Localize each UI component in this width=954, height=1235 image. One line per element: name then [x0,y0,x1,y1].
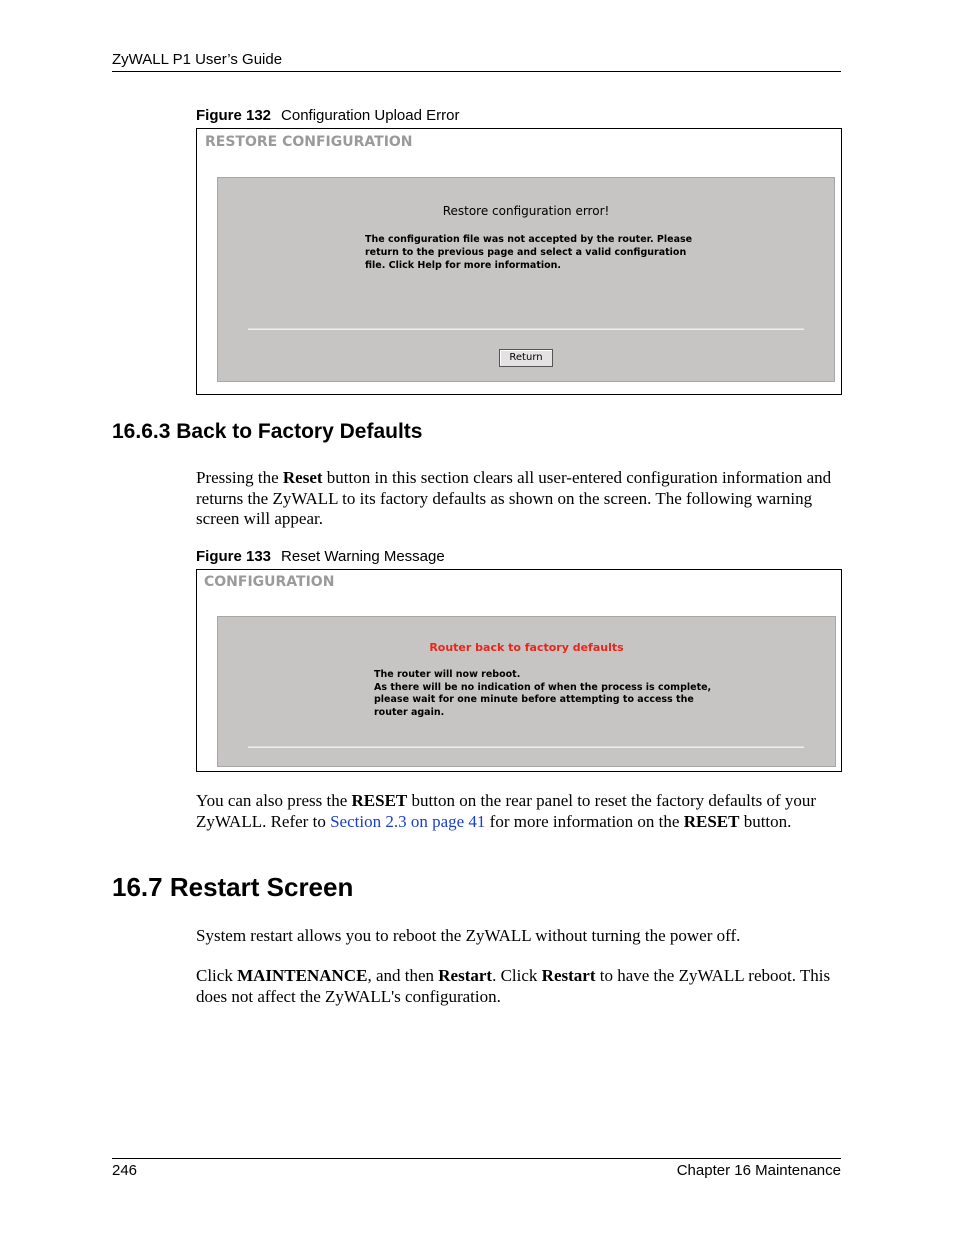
figure-label: Figure 133 [196,548,272,565]
dialog-title: Restore configuration error! [442,204,610,218]
running-header: ZyWALL P1 User’s Guide [112,51,283,68]
message-line: The router will now reboot. [374,669,521,680]
panel-divider [248,328,804,330]
message-line: return to the previous page and select a valid configuration [365,247,687,258]
panel-divider [248,746,804,748]
paragraph: Click MAINTENANCE, and then Restart. Click Restart to have the ZyWALL reboot. This does not affect the ZyWALL's configuration. [196,966,831,1006]
header-rule [112,71,841,72]
message-line: router again. [374,706,445,718]
section-link[interactable]: Section 2.3 on page 41 [330,811,486,831]
screen-title: CONFIGURATION [204,574,335,590]
message-line: please wait for one minute before attempting to access the [374,694,694,705]
section-heading: 16.6.3 Back to Factory Defaults [112,420,423,443]
message-line: As there will be no indication of when the process is complete, [374,681,712,693]
figure-caption-text: Configuration Upload Error [281,107,460,124]
message-line: The configuration file was not accepted by the router. Please [365,234,693,245]
paragraph: You can also press the RESET button on the rear panel to reset the factory defaults of your ZyWALL. Refer to Section 2.3 on page 41 for more information on the RESET button. [196,791,817,831]
figure-132-frame [196,128,842,395]
chapter-title: Chapter 16 Maintenance [676,1162,841,1179]
paragraph: Pressing the Reset button in this section clears all user-entered configuration information and returns the ZyWALL to its factory defaults as shown on the screen. The following warning screen will appear. [196,468,832,528]
dialog-panel [217,616,836,767]
page-number: 246 [112,1162,138,1179]
dialog-title: Router back to factory defaults [429,641,624,654]
dialog-panel [217,177,835,382]
footer-rule [112,1158,841,1159]
message-line: file. Click Help for more information. [365,260,562,271]
figure-caption-text: Reset Warning Message [281,548,445,565]
figure-133-frame [196,569,842,772]
figure-133-caption [196,548,445,565]
figure-label: Figure 132 [196,107,272,124]
return-button[interactable]: Return [499,349,553,367]
figure-132-caption [196,107,459,124]
screen-title: RESTORE CONFIGURATION [205,134,413,150]
paragraph: System restart allows you to reboot the ZyWALL without turning the power off. [196,926,741,945]
dialog-message [365,233,692,272]
section-heading: 16.7 Restart Screen [112,872,354,902]
dialog-message [374,669,711,719]
